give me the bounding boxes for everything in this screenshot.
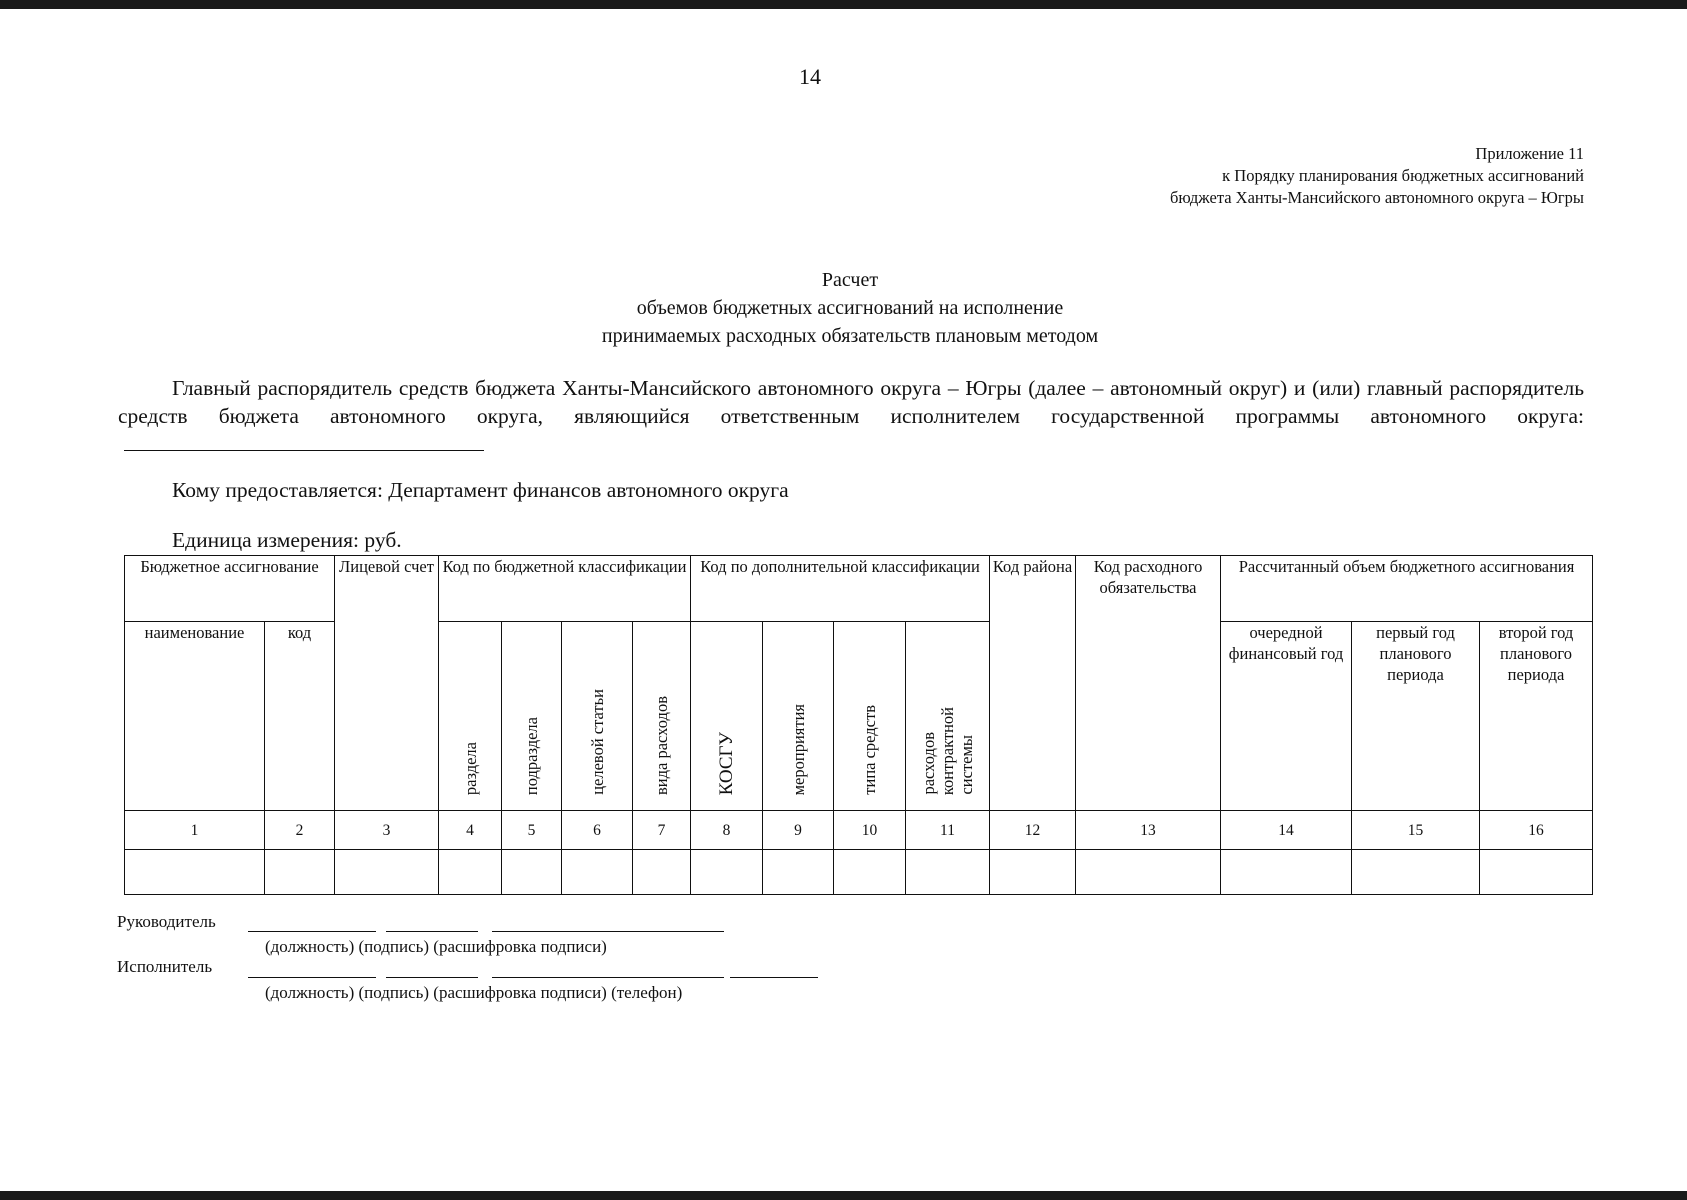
title-line-2: объемов бюджетных ассигнований на исполнение bbox=[636, 297, 1064, 319]
header-budget-classification: Код по бюджетной классификации bbox=[439, 556, 691, 622]
subheader-name: наименование bbox=[125, 622, 265, 811]
appendix-line-2: к Порядку планирования бюджетных ассигнований bbox=[1222, 166, 1584, 185]
header-expense-obligation-code: Код расходного обязательства bbox=[1076, 556, 1221, 811]
table-cell bbox=[906, 850, 990, 895]
subheader-section-text: раздела bbox=[460, 741, 480, 795]
subheader-code: код bbox=[265, 622, 335, 811]
table-cell bbox=[763, 850, 834, 895]
subheader-contract-line-2: контрактной bbox=[938, 706, 957, 795]
title-line-1: Расчет bbox=[821, 269, 879, 291]
executor-label: Исполнитель bbox=[117, 957, 213, 976]
table-cell bbox=[439, 850, 502, 895]
header-district-code: Код района bbox=[990, 556, 1076, 811]
table-cell bbox=[562, 850, 633, 895]
column-number: 13 bbox=[1076, 811, 1221, 850]
subheader-contract-line-1: расходов bbox=[919, 732, 938, 795]
table-row bbox=[125, 850, 1593, 895]
column-number: 3 bbox=[335, 811, 439, 850]
table-cell bbox=[335, 850, 439, 895]
title-line-3: принимаемых расходных обязательств плановым методом bbox=[601, 325, 1099, 347]
document-title bbox=[400, 266, 1300, 350]
head-label: Руководитель bbox=[117, 912, 216, 931]
column-number: 7 bbox=[633, 811, 691, 850]
table-cell bbox=[1076, 850, 1221, 895]
subheader-fund-type-text: типа средств bbox=[860, 705, 879, 795]
header-personal-account: Лицевой счет bbox=[335, 556, 439, 811]
column-number: 4 bbox=[439, 811, 502, 850]
table-cell bbox=[990, 850, 1076, 895]
table-cell bbox=[1352, 850, 1480, 895]
table-cell bbox=[125, 850, 265, 895]
subheader-target-item-text: целевой статьи bbox=[587, 689, 607, 795]
table-cell bbox=[265, 850, 335, 895]
subheader-subsection bbox=[502, 622, 562, 811]
column-number: 10 bbox=[834, 811, 906, 850]
subheader-target-item bbox=[562, 622, 633, 811]
subheader-contract-system bbox=[906, 622, 990, 811]
column-number-row bbox=[125, 811, 1593, 850]
budget-calculation-table bbox=[124, 555, 1593, 895]
intro-paragraph bbox=[118, 374, 1584, 458]
table-cell bbox=[834, 850, 906, 895]
table-cell bbox=[633, 850, 691, 895]
table-cell bbox=[502, 850, 562, 895]
column-number: 14 bbox=[1221, 811, 1352, 850]
head-captions: (должность) (подпись) (расшифровка подписи) bbox=[265, 937, 607, 956]
executor-position-line bbox=[248, 977, 376, 978]
subheader-subsection-text: подраздела bbox=[522, 716, 541, 795]
page-number: 14 bbox=[799, 64, 821, 89]
table-cell bbox=[1480, 850, 1593, 895]
header-calculated-volume: Рассчитанный объем бюджетного ассигнования bbox=[1221, 556, 1593, 622]
column-number: 5 bbox=[502, 811, 562, 850]
subheader-second-plan-year: второй год планового периода bbox=[1480, 622, 1593, 811]
column-number: 11 bbox=[906, 811, 990, 850]
column-number: 12 bbox=[990, 811, 1076, 850]
header-additional-classification: Код по дополнительной классификации bbox=[691, 556, 990, 622]
recipient-line: Кому предоставляется: Департамент финансов автономного округа bbox=[172, 478, 789, 502]
header-budget-assignment: Бюджетное ассигнование bbox=[125, 556, 335, 622]
head-signature-line bbox=[386, 931, 478, 932]
column-number: 15 bbox=[1352, 811, 1480, 850]
distributor-blank-line bbox=[124, 430, 484, 451]
appendix-line-1: Приложение 11 bbox=[1475, 144, 1584, 163]
head-position-line bbox=[248, 931, 376, 932]
column-number: 8 bbox=[691, 811, 763, 850]
subheader-event bbox=[763, 622, 834, 811]
appendix-note bbox=[1170, 143, 1584, 209]
subheader-kosgu bbox=[691, 622, 763, 811]
column-number: 16 bbox=[1480, 811, 1593, 850]
executor-captions: (должность) (подпись) (расшифровка подписи) (телефон) bbox=[265, 983, 683, 1002]
column-number: 1 bbox=[125, 811, 265, 850]
unit-of-measure: Единица измерения: руб. bbox=[172, 528, 402, 552]
executor-phone-line bbox=[730, 977, 818, 978]
subheader-next-year: очередной финансовый год bbox=[1221, 622, 1352, 811]
intro-text: Главный распорядитель средств бюджета Ханты-Мансийского автономного округа – Югры (далее – автономный округ) и (или) главный распорядитель средств бюджета автономного округа, являющийся ответственным исполнителем государственной программы автономного округа: bbox=[118, 376, 1584, 428]
column-number: 2 bbox=[265, 811, 335, 850]
subheader-expense-type bbox=[633, 622, 691, 811]
column-number: 9 bbox=[763, 811, 834, 850]
appendix-line-3: бюджета Ханты-Мансийского автономного округа – Югры bbox=[1170, 188, 1584, 207]
subheader-fund-type bbox=[834, 622, 906, 811]
head-name-line bbox=[492, 931, 724, 932]
subheader-expense-type-text: вида расходов bbox=[652, 696, 671, 795]
scan-bottom-border bbox=[0, 1191, 1687, 1200]
subheader-first-plan-year: первый год планового периода bbox=[1352, 622, 1480, 811]
scan-top-border bbox=[0, 0, 1687, 9]
subheader-kosgu-text: КОСГУ bbox=[716, 731, 737, 795]
subheader-contract-line-3: системы bbox=[957, 735, 976, 795]
column-number: 6 bbox=[562, 811, 633, 850]
table-cell bbox=[691, 850, 763, 895]
executor-signature-line bbox=[386, 977, 478, 978]
subheader-event-text: мероприятия bbox=[788, 703, 808, 795]
executor-name-line bbox=[492, 977, 724, 978]
subheader-section bbox=[439, 622, 502, 811]
table-cell bbox=[1221, 850, 1352, 895]
